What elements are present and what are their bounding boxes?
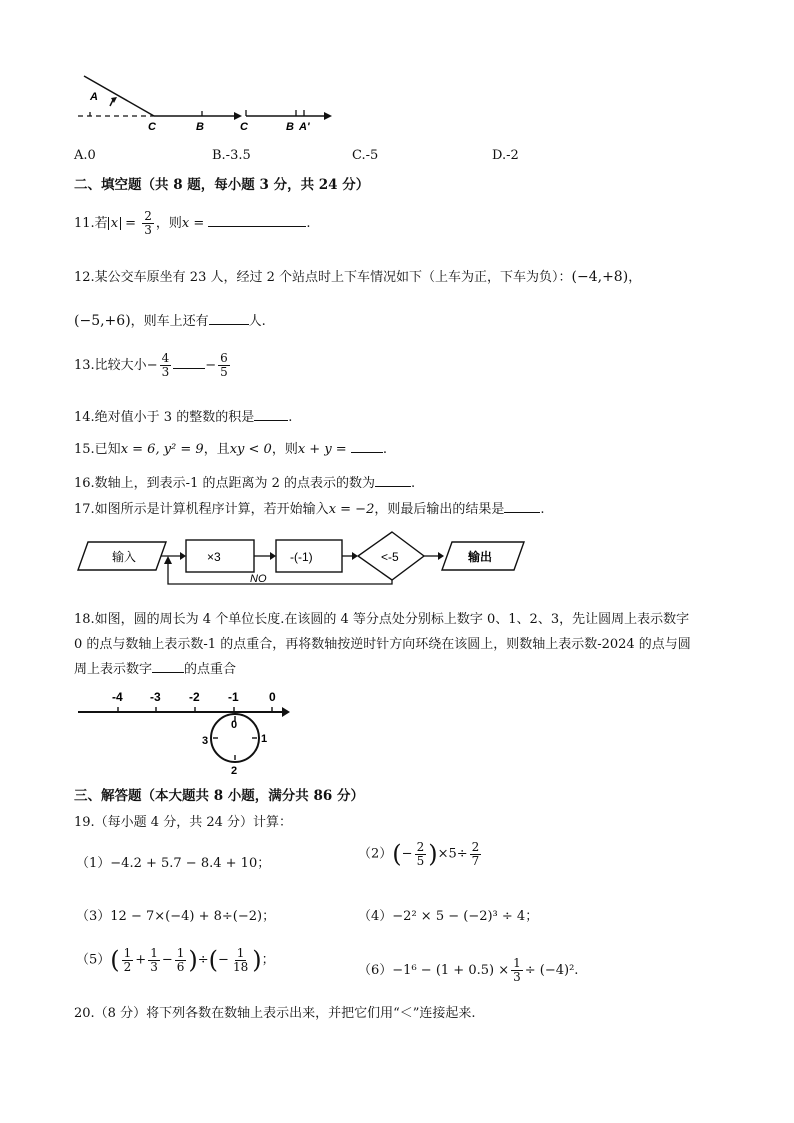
q19-p1-expr: −4.2 + 5.7 − 8.4 + 10； <box>110 856 271 871</box>
q13-minus-b: − <box>205 358 217 373</box>
flow-times-label: ×3 <box>207 550 221 564</box>
tick-label: -4 <box>112 690 123 704</box>
q11-prefix: 11.若 <box>74 216 108 231</box>
flow-loop-line <box>168 562 392 584</box>
q19-p2-den2: 7 <box>471 853 480 868</box>
q18-line1: 18.如图，圆的周长为 4 个单位长度.在该圆的 4 等分点处分别标上数字 0、1、2、3，先让圆周上表示数字 <box>74 612 690 627</box>
q15-xy: xy < 0 <box>229 442 272 457</box>
q18-line2: 0 的点与数轴上表示数-1 的点重合，再将数轴按逆时针方向环绕在该圆上，则数轴上表示数-2024 的点与圆 <box>74 637 691 652</box>
choice-a: A.0 <box>74 148 96 163</box>
q18-line3 <box>74 658 236 677</box>
q19-p6-tail: ÷ (−4)². <box>524 963 579 978</box>
q12-tail: ，则车上还有 <box>130 314 209 329</box>
q12-comma: ， <box>628 270 642 285</box>
q11-mid: ，则 <box>155 216 182 231</box>
q15-sum: x + y = <box>297 442 347 457</box>
q13-a-num: 4 <box>161 351 170 365</box>
q19-part5: （5）( $\frac{1}{2}$ + $\frac{1}{3}$ − $\frac{1}{6}$ )÷(− $\frac{1}{18}$ )； <box>76 945 275 974</box>
q14-text: 14.绝对值小于 3 的整数的积是 <box>74 410 255 425</box>
q11-blank[interactable] <box>208 214 306 227</box>
q15-cond: x = 6, y² = 9 <box>120 442 204 457</box>
top-figure <box>74 70 334 132</box>
arrow-head-icon <box>180 552 186 560</box>
q19-part2: （2）(− $\frac{2}{5}$ )×5÷ $\frac{2}{7}$ <box>358 839 480 868</box>
q12-unit: 人. <box>248 314 266 329</box>
q19-p3-expr: 12 − 7×(−4) + 8÷(−2)； <box>110 909 276 924</box>
section3-title: 三、解答题（本大题共 8 小题，满分共 86 分） <box>74 788 364 804</box>
q13-frac-b <box>218 352 230 379</box>
q11-eq2: = <box>193 216 205 231</box>
q13-blank[interactable] <box>173 356 205 369</box>
q19-p1-label: （1） <box>76 856 111 871</box>
q16 <box>74 472 415 491</box>
label-a: A <box>90 91 98 103</box>
q15-mid: ，且 <box>203 442 230 457</box>
q19-p6-expr: −1⁶ − (1 + 0.5) × <box>392 963 510 978</box>
q11-end: . <box>306 216 311 231</box>
q13-b-num: 6 <box>220 351 228 365</box>
q17-tail: ，则最后输出的结果是 <box>374 502 505 517</box>
flow-input-label: 输入 <box>112 550 137 564</box>
q19-intro: 19.（每小题 4 分，共 24 分）计算： <box>74 815 293 830</box>
q19-p2-frac2 <box>470 841 482 868</box>
arrow-head-icon <box>164 556 172 564</box>
label-a-prime: A' <box>299 121 310 132</box>
q17-end: . <box>540 502 545 517</box>
q12-pair2: (−5,+6) <box>74 313 131 329</box>
circle-label-3: 3 <box>202 735 209 747</box>
q16-text: 16.数轴上，到表示-1 的点距离为 2 的点表示的数为 <box>74 476 376 491</box>
label-c2: C <box>240 121 248 132</box>
q19-p2-num2: 2 <box>471 839 480 854</box>
choice-d: D.-2 <box>492 148 519 163</box>
q19-p2-label: （2） <box>358 846 393 862</box>
tick-label: 0 <box>269 690 276 704</box>
q11-var: x <box>181 216 190 231</box>
label-b: B <box>196 121 204 132</box>
flowchart <box>76 530 526 588</box>
q19-p5-end: ； <box>261 952 275 968</box>
q15-end: . <box>382 442 387 457</box>
q19-part6 <box>358 957 578 984</box>
q14-blank[interactable] <box>254 408 288 421</box>
q17-blank[interactable] <box>504 500 540 513</box>
q19-p6-frac <box>511 957 523 984</box>
q19-p5-label: （5） <box>76 952 111 968</box>
circle-label-2: 2 <box>231 765 238 777</box>
q13-a-den: 3 <box>161 365 170 379</box>
choice-c: C.-5 <box>352 148 379 163</box>
q18-line3b: 的点重合 <box>184 662 237 677</box>
numberline-figure <box>76 686 296 778</box>
choice-b: B.-3.5 <box>212 148 251 163</box>
circle-label-0: 0 <box>231 719 238 731</box>
arrow-head-icon <box>282 707 290 717</box>
q14-end: . <box>288 410 293 425</box>
section2-title: 二、填空题（共 8 题，每小题 3 分，共 24 分） <box>74 177 370 193</box>
q13-b-den: 5 <box>220 365 228 379</box>
label-c: C <box>148 121 156 132</box>
label-b2: B <box>286 121 294 132</box>
q15-blank[interactable] <box>351 440 383 453</box>
q11-abs: x <box>108 217 121 230</box>
q11-frac <box>142 210 154 237</box>
q13-prefix: 13.比较大小 <box>74 358 147 373</box>
q16-blank[interactable] <box>375 474 411 487</box>
q19-p2-num: 2 <box>416 839 425 854</box>
arrow-head-icon <box>324 112 332 120</box>
q19-p4-label: （4） <box>358 909 393 924</box>
q19-p2-mid: ×5÷ <box>437 846 468 862</box>
q19-part1 <box>76 852 270 871</box>
q19-p2-frac <box>415 841 427 868</box>
tick-label: -2 <box>189 690 200 704</box>
q19-p6-num: 1 <box>513 956 521 970</box>
circle-label-1: 1 <box>261 733 268 745</box>
q13 <box>74 352 232 379</box>
q18-line3a: 周上表示数字 <box>74 662 153 677</box>
flow-cond-label: <-5 <box>381 550 399 564</box>
q11-frac-num: 2 <box>144 209 152 223</box>
flow-minus-label: -(-1) <box>290 550 313 564</box>
q12-text: 12.某公交车原坐有 23 人，经过 2 个站点时上下车情况如下（上车为正，下车为负）： <box>74 270 572 285</box>
q12-pair1: (−4,+8) <box>571 269 629 285</box>
q19-p2-den: 5 <box>416 853 425 868</box>
flow-no-label: NO <box>250 573 267 585</box>
q11 <box>74 210 311 237</box>
q15-prefix: 15.已知 <box>74 442 121 457</box>
q19-p6-den: 3 <box>513 970 521 984</box>
q19-p3-label: （3） <box>76 909 111 924</box>
q13-frac-a <box>160 352 172 379</box>
arrow-head-icon <box>438 552 444 560</box>
q11-frac-den: 3 <box>144 223 152 237</box>
q19-part4 <box>358 905 538 924</box>
q17-prefix: 17.如图所示是计算机程序计算，若开始输入 <box>74 502 329 517</box>
q15 <box>74 438 387 457</box>
q12-line1 <box>74 266 641 285</box>
q12-line2 <box>74 310 266 329</box>
flow-output-label: 输出 <box>468 550 493 564</box>
q14 <box>74 406 292 425</box>
q19-p6-label: （6） <box>358 963 393 978</box>
q17-input: x = −2 <box>328 502 375 517</box>
tick-label: -3 <box>150 690 161 704</box>
q17 <box>74 498 545 517</box>
q19-part3 <box>76 905 275 924</box>
q16-end: . <box>411 476 416 491</box>
tick-label: -1 <box>228 690 239 704</box>
arrow-head-icon <box>270 552 276 560</box>
q12-blank[interactable] <box>209 312 249 325</box>
q13-minus-a: − <box>146 358 158 373</box>
arrow-head-icon <box>234 112 242 120</box>
q19-p4-expr: −2² × 5 − (−2)³ ÷ 4； <box>392 909 539 924</box>
q11-eq: = <box>125 216 137 231</box>
q15-tail: ，则 <box>271 442 298 457</box>
q18-blank[interactable] <box>152 660 184 673</box>
q20: 20.（8 分）将下列各数在数轴上表示出来，并把它们用“＜”连接起来. <box>74 1006 476 1021</box>
